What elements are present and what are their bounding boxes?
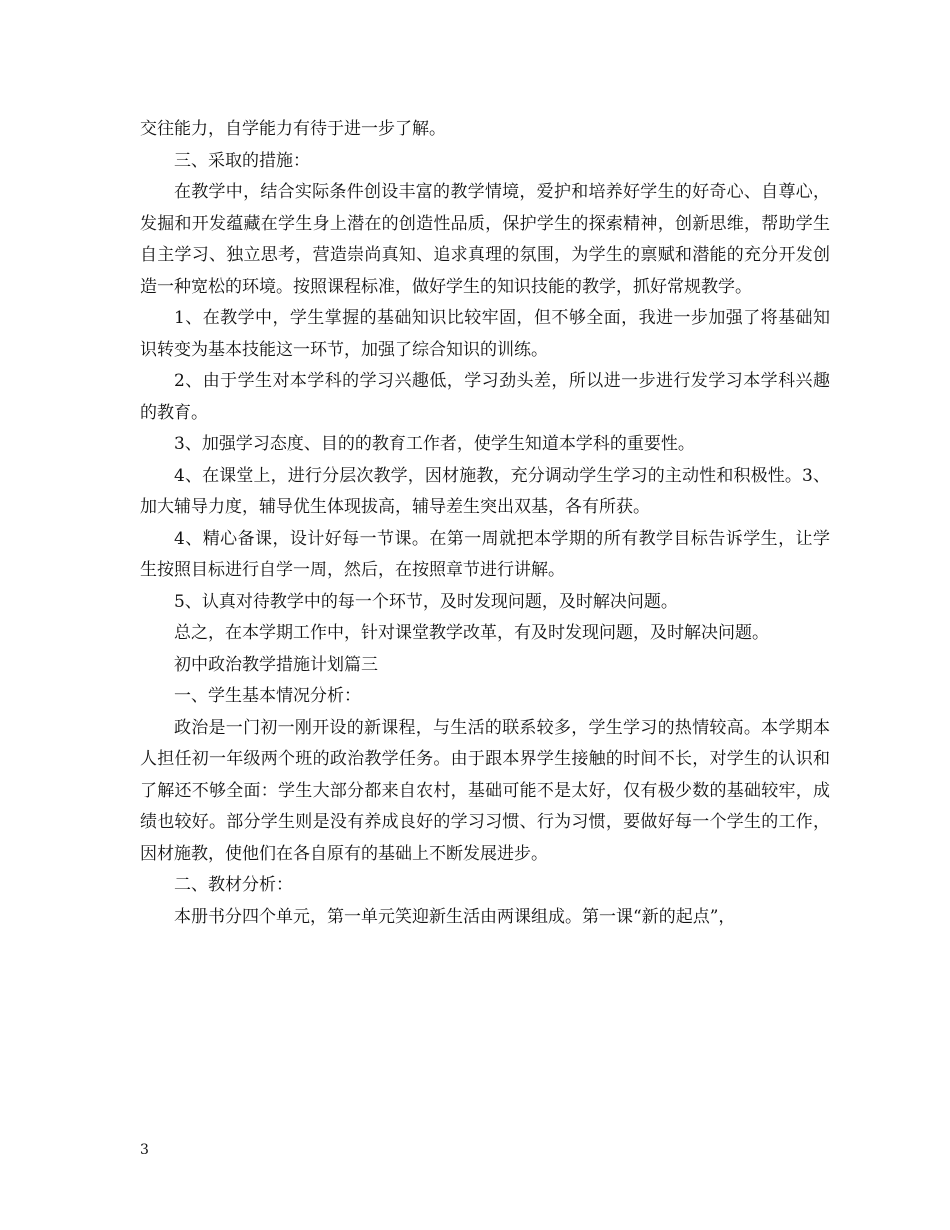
paragraph: 在教学中，结合实际条件创设丰富的教学情境，爱护和培养好学生的好奇心、自尊心，发掘和开发蕴藏在学生身上潜在的创造性品质，保护学生的探索精神，创新思维，帮助学生自主学习、独立思考，营造崇尚真知、追求真理的氛围，为学生的禀赋和潜能的充分开发创造一种宽松的环境。按照课程标准，做好学生的知识技能的教学，抓好常规教学。 — [140, 182, 830, 297]
list-item: 4、在课堂上，进行分层次教学，因材施教，充分调动学生学习的主动性和积极性。3、加大辅导力度，辅导优生体现拔高，辅导差生突出双基，各有所获。 — [140, 465, 830, 517]
paragraph-summary: 总之，在本学期工作中，针对课堂教学改革，有及时发现问题，及时解决问题。 — [174, 623, 769, 643]
paragraph-continuation: 交往能力，自学能力有待于进一步了解。 — [140, 119, 446, 139]
list-item: 4、精心备课，设计好每一节课。在第一周就把本学期的所有教学目标告诉学生，让学生按照目标进行自学一周，然后，在按照章节进行讲解。 — [140, 528, 830, 580]
page-number: 3 — [140, 1142, 149, 1158]
document-body — [140, 114, 830, 933]
section-heading-textbook-analysis: 二、教材分析： — [174, 875, 293, 895]
article-title: 初中政治教学措施计划篇三 — [174, 654, 378, 675]
list-item: 3、加强学习态度、目的的教育工作者，使学生知道本学科的重要性。 — [174, 434, 695, 454]
paragraph: 政治是一门初一刚开设的新课程，与生活的联系较多，学生学习的热情较高。本学期本人担任初一年级两个班的政治教学任务。由于跟本界学生接触的时间不长，对学生的认识和了解还不够全面：学生大部分都来自农村，基础可能不是太好，仅有极少数的基础较牢，成绩也较好。部分学生则是没有养成良好的学习习惯、行为习惯，要做好每一个学生的工作，因材施教，使他们在各自原有的基础上不断发展进步。 — [140, 717, 830, 864]
list-item: 5、认真对待教学中的每一个环节，及时发现问题，及时解决问题。 — [174, 591, 678, 612]
section-heading-student-analysis: 一、学生基本情况分析： — [174, 686, 361, 706]
paragraph: 本册书分四个单元，第一单元笑迎新生活由两课组成。第一课“新的起点”， — [174, 906, 736, 927]
section-heading-measures: 三、采取的措施： — [174, 150, 310, 171]
list-item: 2、由于学生对本学科的学习兴趣低，学习劲头差，所以进一步进行发学习本学科兴趣的教育。 — [140, 371, 830, 423]
list-item: 1、在教学中，学生掌握的基础知识比较牢固，但不够全面，我进一步加强了将基础知识转变为基本技能这一环节，加强了综合知识的训练。 — [140, 308, 830, 360]
